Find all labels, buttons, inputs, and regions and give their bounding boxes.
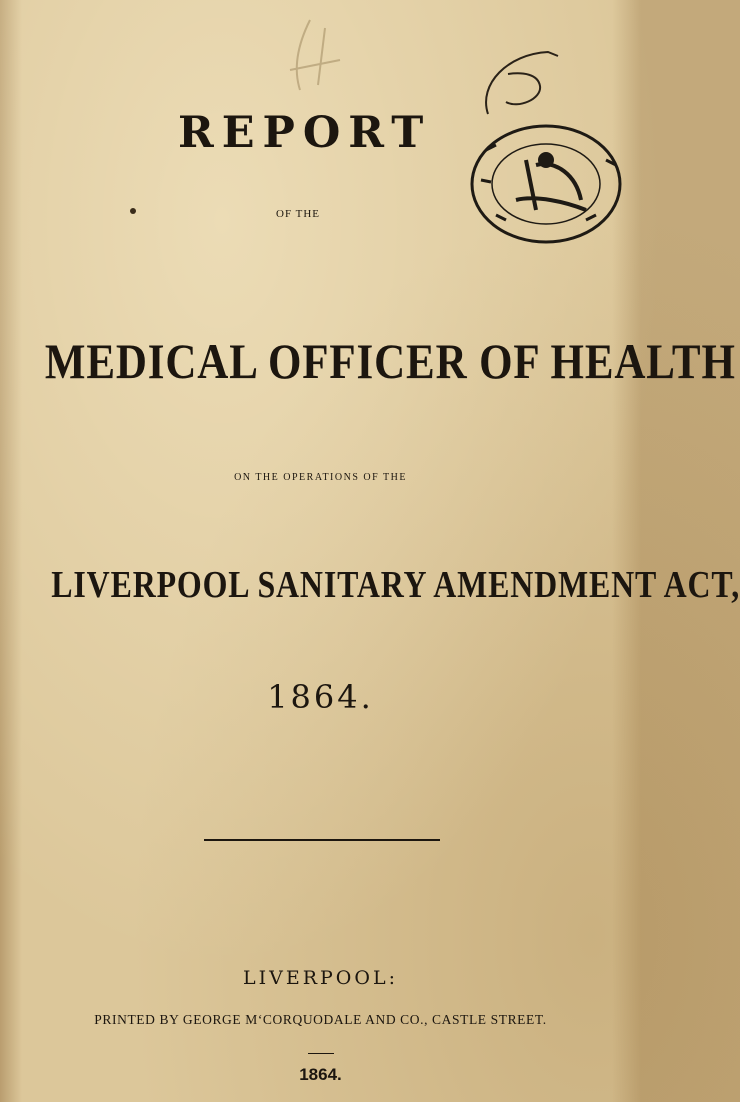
act-title: LIVERPOOL SANITARY AMENDMENT ACT, — [51, 564, 740, 606]
imprint-city: LIVERPOOL: — [243, 967, 398, 989]
act-year: 1864. — [267, 678, 374, 716]
imprint-year: 1864. — [299, 1065, 342, 1084]
of-the-text: OF THE — [276, 208, 320, 220]
imprint-printer: PRINTED BY GEORGE M‘CORQUODALE AND CO., CASTLE STREET. — [94, 1012, 547, 1027]
short-rule — [308, 1053, 334, 1054]
handwritten-mark-icon — [478, 44, 568, 124]
library-stamp-seal — [466, 120, 626, 250]
ink-speck — [130, 208, 136, 214]
pencil-annotation-icon — [270, 10, 360, 100]
report-heading: REPORT — [178, 108, 432, 158]
subtitle: ON THE OPERATIONS OF THE — [234, 472, 407, 483]
main-title: MEDICAL OFFICER OF HEALTH — [44, 333, 736, 389]
horizontal-rule — [204, 839, 440, 841]
